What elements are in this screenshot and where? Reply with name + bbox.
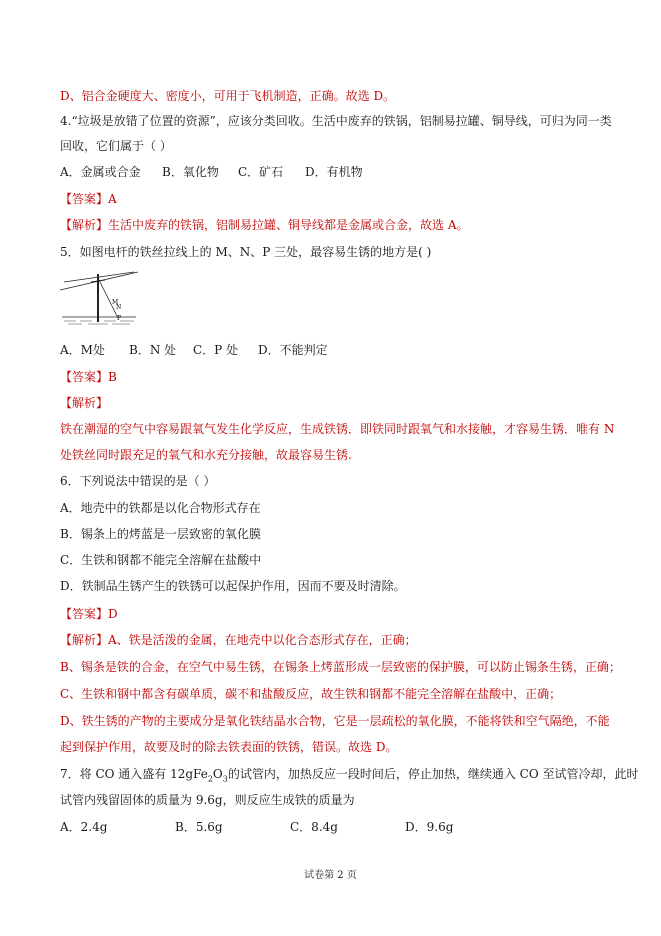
q6-stem: 6．下列说法中错误的是（ ） [60, 474, 216, 488]
guy-wire [98, 278, 118, 318]
q6-answer: 【答案】D [60, 607, 118, 621]
q6-analysis-line2: B、锡条是铁的合金，在空气中易生锈，在锡条上烤蓝形成一层致密的保护膜，可以防止锡条生锈，正确； [60, 660, 621, 674]
label-n: N [116, 304, 122, 311]
utility-pole-figure [60, 268, 138, 326]
q6-option-d: D．铁制品生锈产生的铁锈可以起保护作用，因而不要及时清除。 [60, 579, 406, 593]
q7-option-c: C．8.4g [290, 820, 338, 834]
q6-option-c: C．生铁和钢都不能完全溶解在盐酸中 [60, 553, 262, 567]
q4-analysis: 【解析】生活中废弃的铁锅，铝制易拉罐、铜导线都是金属或合金，故选 A。 [60, 218, 469, 232]
page-footer: 试卷第 2 页 [304, 870, 357, 881]
q6-analysis-line5: 起到保护作用，故要及时的除去铁表面的铁锈，错误。故选 D。 [60, 740, 398, 754]
q7-stem-line2: 试管内残留固体的质量为 9.6g，则反应生成铁的质量为 [60, 793, 355, 807]
q7-stem-line1 [60, 766, 639, 787]
q7-stem-prefix: 7．将 CO 通入盛有 12gFe [60, 767, 208, 781]
q4-stem-line2: 回收，它们属于（ ） [60, 139, 172, 153]
q7-sub-2: 2 [207, 774, 213, 784]
q5-option-a: A．M处 [60, 343, 105, 357]
q5-stem: 5．如图电杆的铁丝拉线上的 M、N、P 三处，最容易生锈的地方是( ) [60, 245, 432, 259]
q5-analysis-line1: 铁在潮湿的空气中容易跟氧气发生化学反应，生成铁锈．即铁同时跟氧气和水接触，才容易生锈．唯有 N [60, 422, 615, 436]
q6-option-b: B．锡条上的烤蓝是一层致密的氧化膜 [60, 527, 261, 541]
q4-answer: 【答案】A [60, 192, 117, 206]
q4-option-a: A．金属或合金 [60, 165, 141, 179]
q7-stem-suffix: 的试管内，加热反应一段时间后，停止加热，继续通入 CO 至试管冷却，此时 [227, 767, 639, 781]
q7-option-a: A．2.4g [60, 820, 108, 834]
q5-option-c: C．P 处 [193, 343, 239, 357]
q6-option-a: A．地壳中的铁都是以化合物形式存在 [60, 501, 261, 515]
q5-analysis-title: 【解析】 [60, 396, 109, 410]
q4-stem-line1: 4.“垃圾是放错了位置的资源”，应该分类回收。生活中废弃的铁锅，铝制易拉罐、铜导线，可归为同一类 [60, 114, 612, 128]
label-p: P [117, 315, 122, 322]
q7-option-d: D．9.6g [405, 820, 454, 834]
q5-option-d: D．不能判定 [258, 343, 328, 357]
q4-option-b: B．氧化物 [162, 165, 219, 179]
q4-option-d: D．有机物 [305, 165, 363, 179]
q6-analysis-line4: D、铁生锈的产物的主要成分是氧化铁结晶水合物，它是一层疏松的氧化膜，不能将铁和空气隔绝，不能 [60, 714, 610, 728]
q5-option-b: B．N 处 [129, 343, 177, 357]
q6-analysis-line1: 【解析】A、铁是活泼的金属，在地壳中以化合态形式存在，正确； [60, 633, 417, 647]
q5-answer: 【答案】B [60, 370, 117, 384]
q7-sub-3: 3 [222, 774, 228, 784]
q7-stem-o: O [212, 767, 223, 781]
q5-analysis-line2: 处铁丝同时跟充足的氧气和水充分接触，故最容易生锈. [60, 448, 352, 462]
q4-option-c: C．矿石 [238, 165, 284, 179]
q6-analysis-line3: C、生铁和钢中都含有碳单质，碳不和盐酸反应，故生铁和钢都不能完全溶解在盐酸中，正确； [60, 687, 562, 701]
q3-option-d-explanation: D、铝合金硬度大、密度小，可用于飞机制造，正确。故选 D。 [60, 89, 396, 103]
q7-option-b: B．5.6g [175, 820, 223, 834]
label-m: M [112, 299, 119, 306]
